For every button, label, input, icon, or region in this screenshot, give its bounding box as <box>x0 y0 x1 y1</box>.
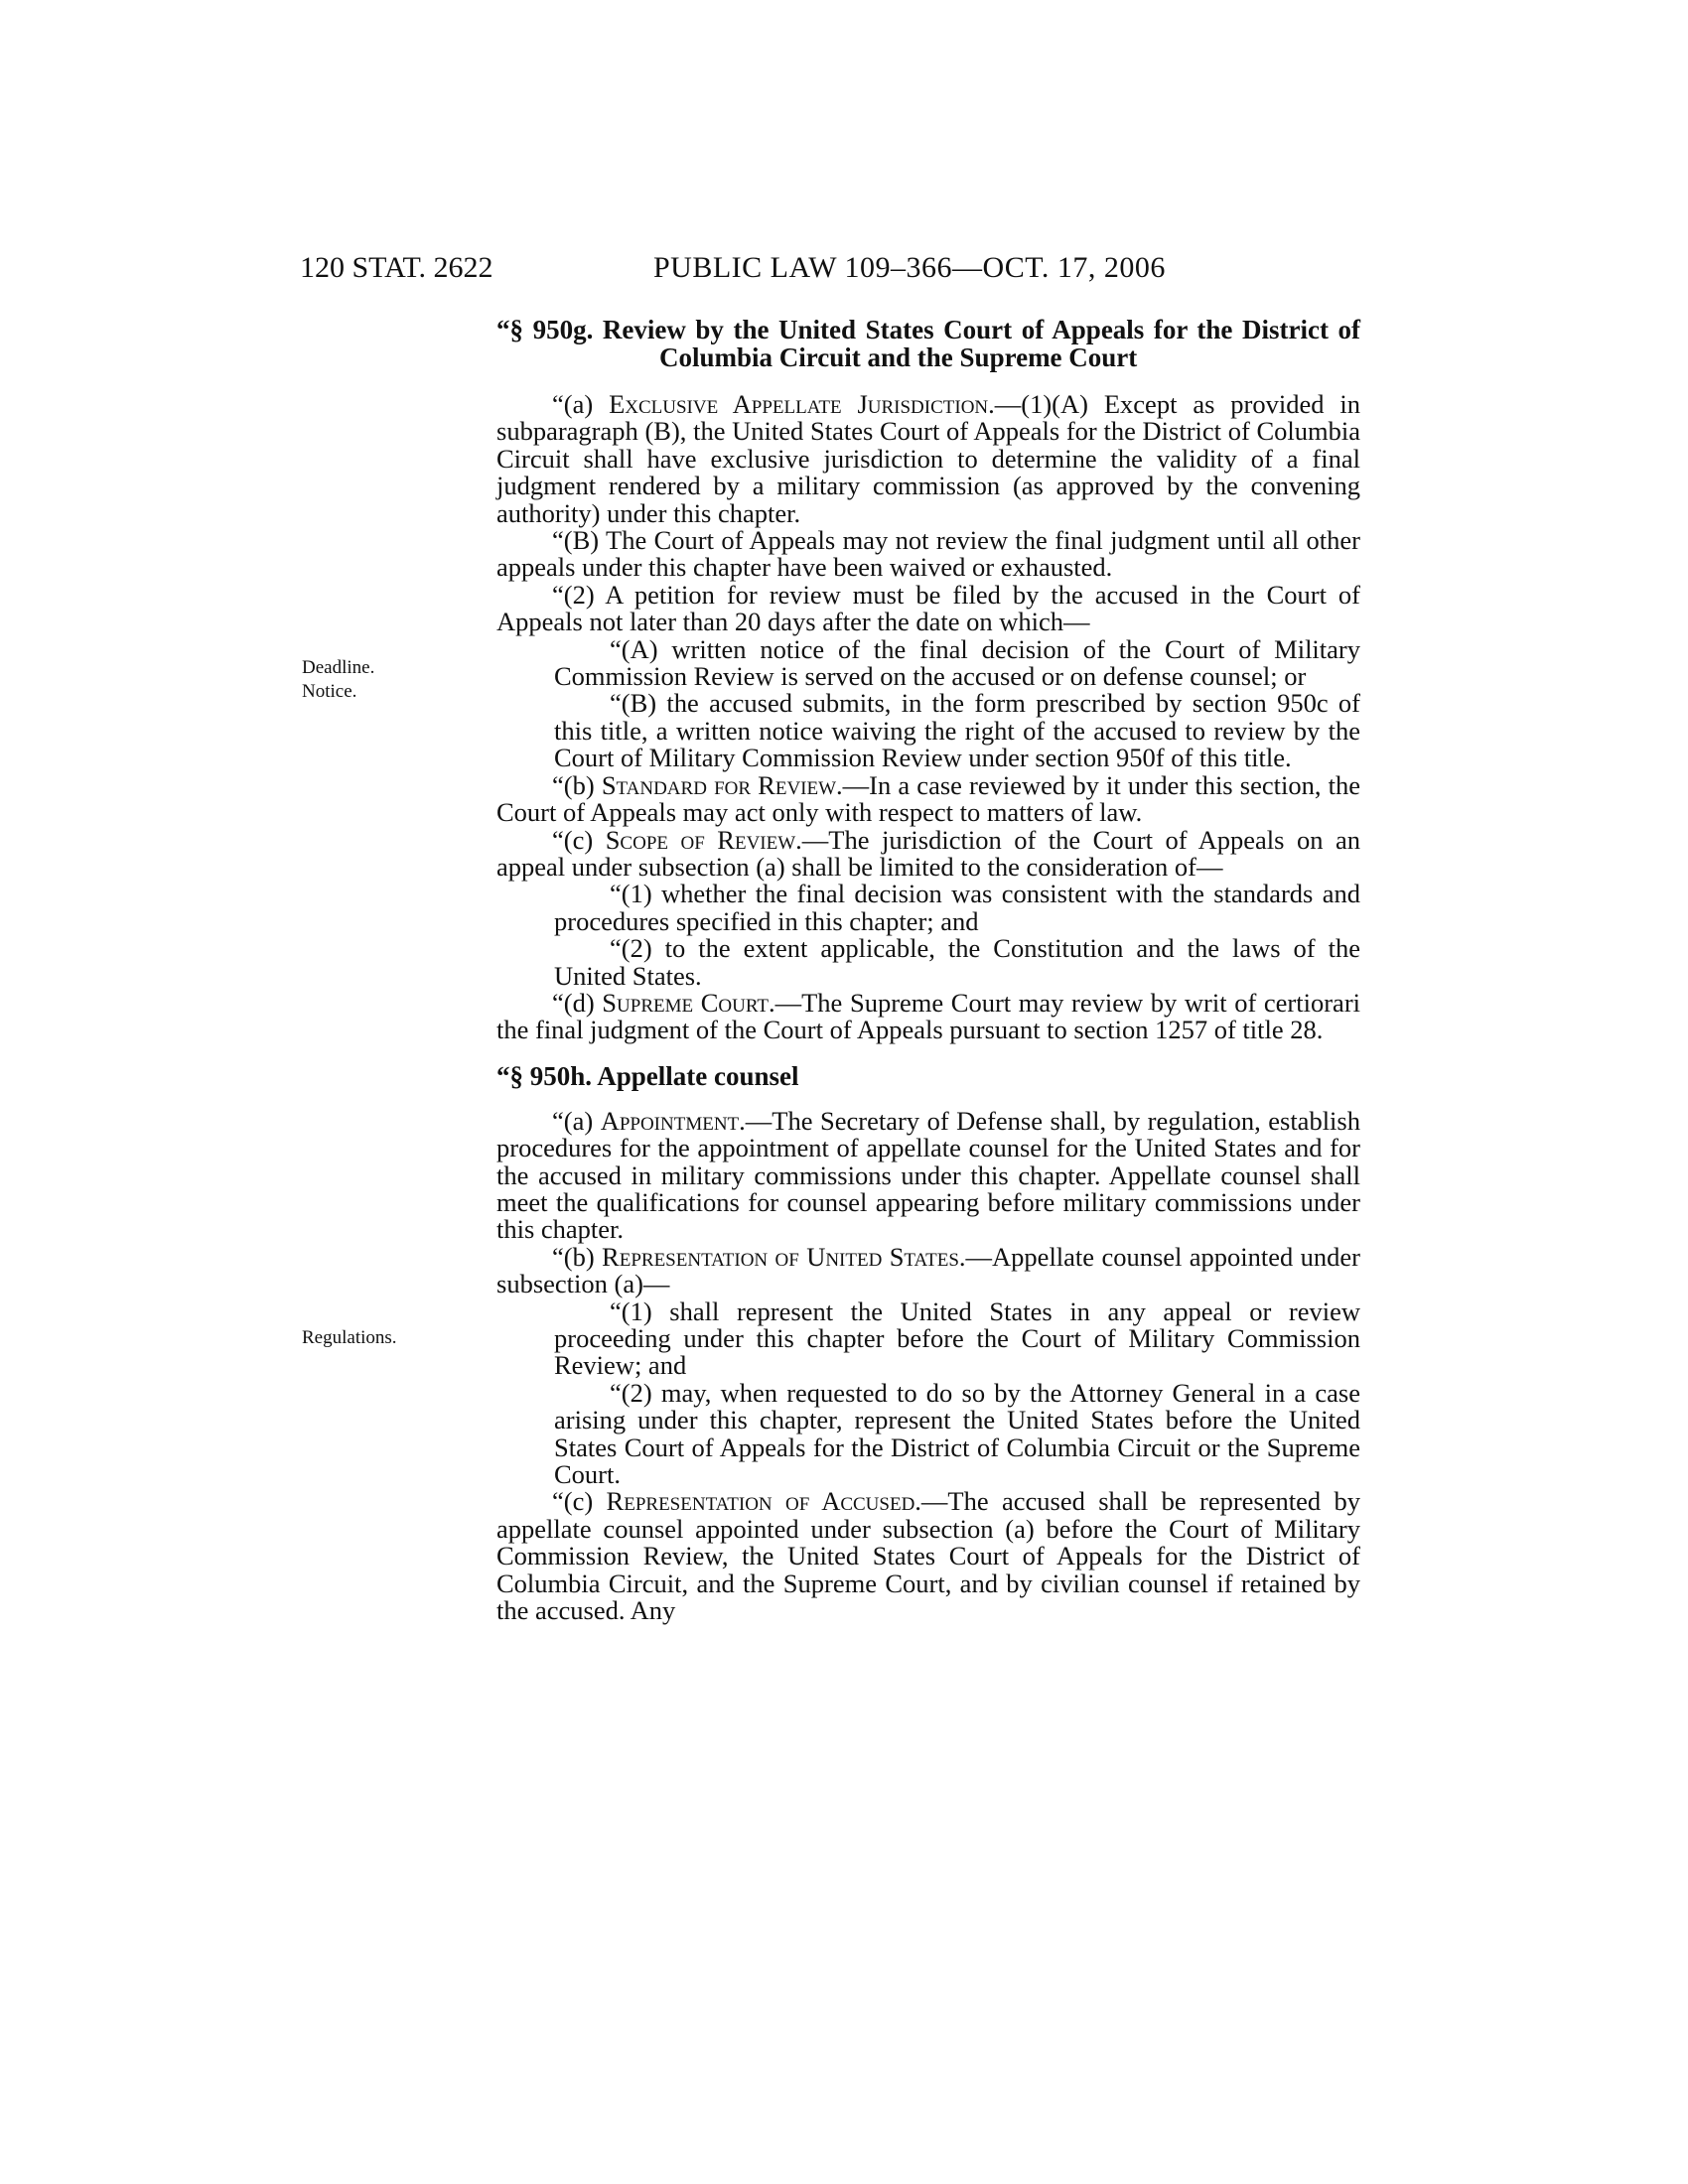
paragraph-950g-c: “(c) Scope of Review.—The jurisdiction of the Court of Appeals on an appeal under subsection (a) shall be limited to the consideration of— <box>496 824 1360 882</box>
running-head <box>300 248 1382 288</box>
paragraph-950g-c-1: “(1) whether the final decision was consistent with the standards and procedures specified in this chapter; and <box>554 879 1360 936</box>
paragraph-950g-a-1-B: “(B) The Court of Appeals may not review the final judgment until all other appeals under this chapter have been waived or exhausted. <box>496 525 1360 583</box>
paragraph-950g-a-1-A: “(a) Exclusive Appellate Jurisdiction.—(1)(A) Except as provided in subparagraph (B), the United States Court of Appeals for the District of Columbia Circuit shall have exclusive jurisdiction to determine the validity of a final judgment rendered by a military commission (as approved by the convening authority) under this chapter. <box>496 389 1360 528</box>
paragraph-950h-a: “(a) Appointment.—The Secretary of Defense shall, by regulation, establish procedures for the appointment of appellate counsel for the United States and for the accused in military commissions under this chapter. Appellate counsel shall meet the qualifications for counsel appearing before military commissions under this chapter. <box>496 1105 1360 1245</box>
caption-representation-of-accused: Representation of Accused <box>606 1486 915 1517</box>
paragraph-950g-c-2: “(2) to the extent applicable, the Constitution and the laws of the United States. <box>554 933 1360 991</box>
section-950g-heading: “§ 950g. Review by the United States Court of Appeals for the District of Columbia Circuit and the Supreme Court <box>496 315 1360 372</box>
section-950h-heading: “§ 950h. Appellate counsel <box>496 1060 799 1091</box>
caption-exclusive-appellate-jurisdiction: Exclusive Appellate Jurisdiction <box>609 389 989 419</box>
paragraph-950g-a-2-A: “(A) written notice of the final decision of the Court of Military Commission Review is served on the accused or on defense counsel; or <box>554 633 1360 692</box>
margin-note-notice: Notice. <box>302 681 357 702</box>
caption-representation-of-united-states: Representation of United States <box>602 1241 959 1272</box>
caption-scope-of-review: Scope of Review <box>605 824 796 855</box>
paragraph-950h-c: “(c) Representation of Accused.—The accused shall be represented by appellate counsel appointed under subsection (a) before the Court of Military Commission Review, the United States Court of Appeals for the District of Columbia Circuit, and the Supreme Court, and by civilian counsel if retained by the accused. Any <box>496 1486 1360 1626</box>
paragraph-950g-b: “(b) Standard for Review.—In a case reviewed by it under this section, the Court of Appeals may act only with respect to matters of law. <box>496 769 1360 828</box>
public-law-citation: PUBLIC LAW 109–366—OCT. 17, 2006 <box>653 251 1166 284</box>
margin-note-regulations: Regulations. <box>302 1327 397 1348</box>
caption-supreme-court: Supreme Court <box>602 987 769 1018</box>
paragraph-950g-a-2: “(2) A petition for review must be filed by the accused in the Court of Appeals not later than 20 days after the date on which— <box>496 579 1360 637</box>
paragraph-950h-b-1: “(1) shall represent the United States in any appeal or review proceeding under this chapter before the Court of Military Commission Review; and <box>554 1296 1360 1381</box>
document-body <box>496 316 1360 1624</box>
caption-appointment: Appointment <box>600 1105 740 1136</box>
paragraph-950h-b: “(b) Representation of United States.—Appellate counsel appointed under subsection (a)— <box>496 1241 1360 1299</box>
paragraph-950g-a-2-B: “(B) the accused submits, in the form prescribed by section 950c of this title, a written notice waiving the right of the accused to review by the Court of Military Commission Review under section 950f of this title. <box>554 688 1360 773</box>
margin-note-deadline: Deadline. <box>302 657 375 678</box>
paragraph-950h-b-2: “(2) may, when requested to do so by the Attorney General in a case arising under this chapter, represent the United States before the United States Court of Appeals for the District of Columbia Circuit or the Supreme Court. <box>554 1377 1360 1490</box>
paragraph-950g-d: “(d) Supreme Court.—The Supreme Court may review by writ of certiorari the final judgment of the Court of Appeals pursuant to section 1257 of title 28. <box>496 987 1361 1045</box>
statute-page-number: 120 STAT. 2622 <box>300 251 493 284</box>
caption-standard-for-review: Standard for Review <box>601 769 837 800</box>
